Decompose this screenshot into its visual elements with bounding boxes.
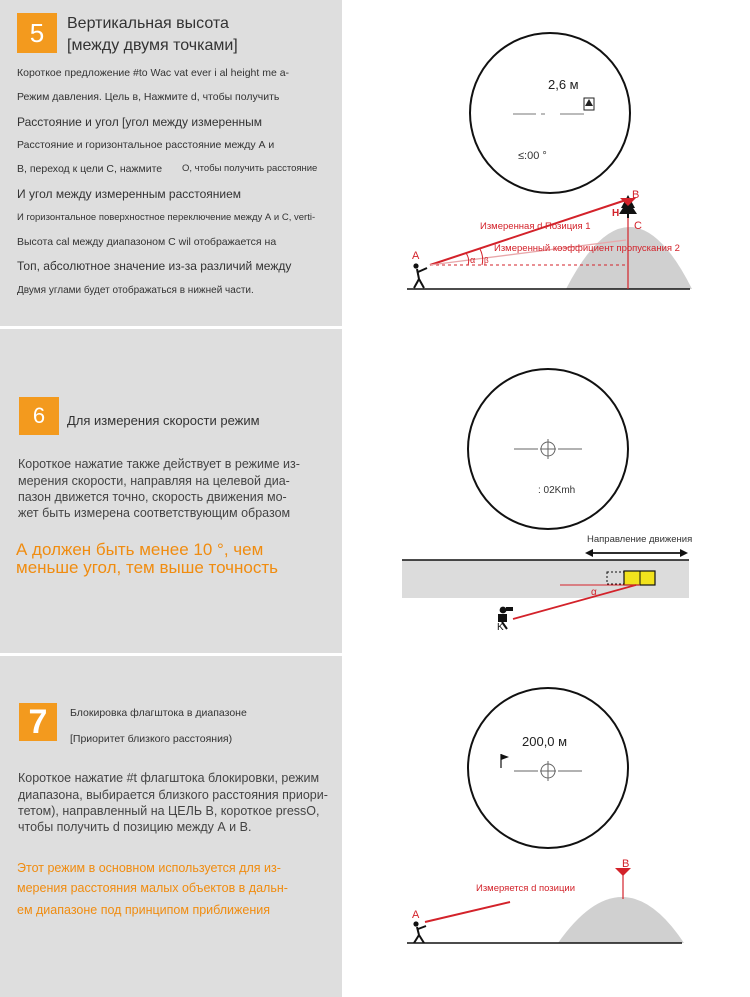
section-6-body-2: мерения скорости, направляя на целевой диа-: [18, 474, 290, 488]
hill-shape: [566, 227, 692, 289]
section-7-title-line2: [Приоритет близкого расстояния): [70, 733, 233, 745]
section-6-title: Для измерения скорости режим: [67, 413, 260, 428]
section-7-title-line1: Блокировка флагштока в диапазоне: [70, 707, 247, 719]
label-a: A: [412, 250, 420, 262]
section-7-body-2: диапазона, выбирается близкого расстояния приори-: [18, 788, 328, 802]
section-7-number-badge: 7: [19, 703, 57, 741]
section-5-line-6: И угол между измеренным расстоянием: [17, 187, 242, 201]
section-5-line-3: Расстояние и угол [угол между измеренным: [17, 115, 262, 129]
hill-shape: [558, 897, 684, 943]
label-b: B: [622, 858, 630, 870]
section-6-body-1: Короткое нажатие также действует в режиме из-: [18, 457, 300, 471]
section-5-title-line2: [между двумя точками]: [67, 37, 238, 54]
direction-label: Направление движения: [587, 534, 693, 545]
label-alpha: α: [591, 587, 597, 598]
section-7-note-3: ем диапазоне под принципом приближения: [17, 903, 270, 917]
section-5-line-2: Режим давления. Цель в, Нажмите d, чтобы получить: [17, 91, 280, 103]
angle-alpha-arc: [466, 253, 469, 265]
section-5-line-10: Двумя углами будет отображаться в нижней части.: [17, 285, 254, 296]
section-5-line-5: В, переход к цели С, нажмите: [17, 163, 163, 175]
person-icon: [413, 263, 427, 288]
viewfinder-circle: [470, 33, 630, 193]
display-speed-value: : 02Kmh: [538, 485, 576, 496]
label-beta: β: [484, 256, 489, 265]
label-a: A: [412, 909, 420, 921]
section-5-line-1: Короткое предложение #to Wac vat ever i al height me a-: [17, 67, 290, 79]
section-7-body-4: чтобы получить d позицию между А и В.: [18, 820, 252, 834]
display-distance-value: 200,0 м: [522, 734, 568, 749]
section-5-line-9: Топ, абсолютное значение из-за различий между: [17, 259, 292, 273]
section-6-note-1: А должен быть менее 10 °, чем: [16, 540, 264, 559]
section-5-number-badge: 5: [17, 13, 57, 53]
label-b: B: [632, 189, 640, 201]
section-5-line-8: Высота cal между диапазоном С wil отображается на: [17, 236, 277, 248]
label-c: C: [634, 220, 642, 232]
section-5-line-4: Расстояние и горизонтальное расстояние между А и: [17, 139, 275, 151]
section-5-line-5-extra: О, чтобы получить расстояние: [182, 163, 318, 174]
section-vertical-height: [0, 0, 750, 326]
section-6-number-badge: 6: [19, 397, 59, 435]
section-6-body-3: пазон движется точно, скорость движения мо-: [18, 490, 287, 504]
section-7-note-2: мерения расстояния малых объектов в дальн-: [17, 881, 288, 895]
section-flagpole-lock: [0, 656, 750, 997]
measured-line: [425, 902, 510, 922]
display-angle-value: ≤:00 °: [518, 150, 547, 162]
section-5-diagram: [0, 0, 750, 326]
angle-beta-arc: [480, 249, 483, 265]
section-5-title-line1: Вертикальная высота: [67, 15, 229, 32]
section-7-note-1: Этот режим в основном используется для из-: [17, 861, 281, 875]
section-7-diagram: [0, 656, 750, 997]
section-7-body-3: тетом), направленный на ЦЕЛЬ В, короткое pressO,: [18, 804, 320, 818]
section-6-note-2: меньше угол, тем выше точность: [16, 558, 279, 577]
label-measured-1: Измеренная d Позиция 1: [480, 221, 591, 232]
section-6-body-4: жет быть измерена соответствующим образом: [18, 506, 291, 520]
section-5-line-7: И горизонтальное поверхностное переключение между А и С, verti-: [17, 212, 316, 223]
label-h: H: [612, 208, 620, 219]
label-alpha: α: [470, 255, 476, 265]
direction-double-arrow-icon: [585, 549, 688, 557]
person-icon: [413, 921, 426, 943]
section-7-body-1: Короткое нажатие #t флагштока блокировки, режим: [18, 771, 320, 785]
label-measured: Измеряется d позиции: [476, 883, 576, 894]
display-height-value: 2,6 м: [548, 77, 579, 92]
section-6-diagram: [0, 329, 750, 653]
label-measured-2: Измеренный коэффициент пропускания 2: [494, 243, 680, 254]
label-k: K: [497, 622, 504, 633]
section-speed-mode: [0, 329, 750, 653]
